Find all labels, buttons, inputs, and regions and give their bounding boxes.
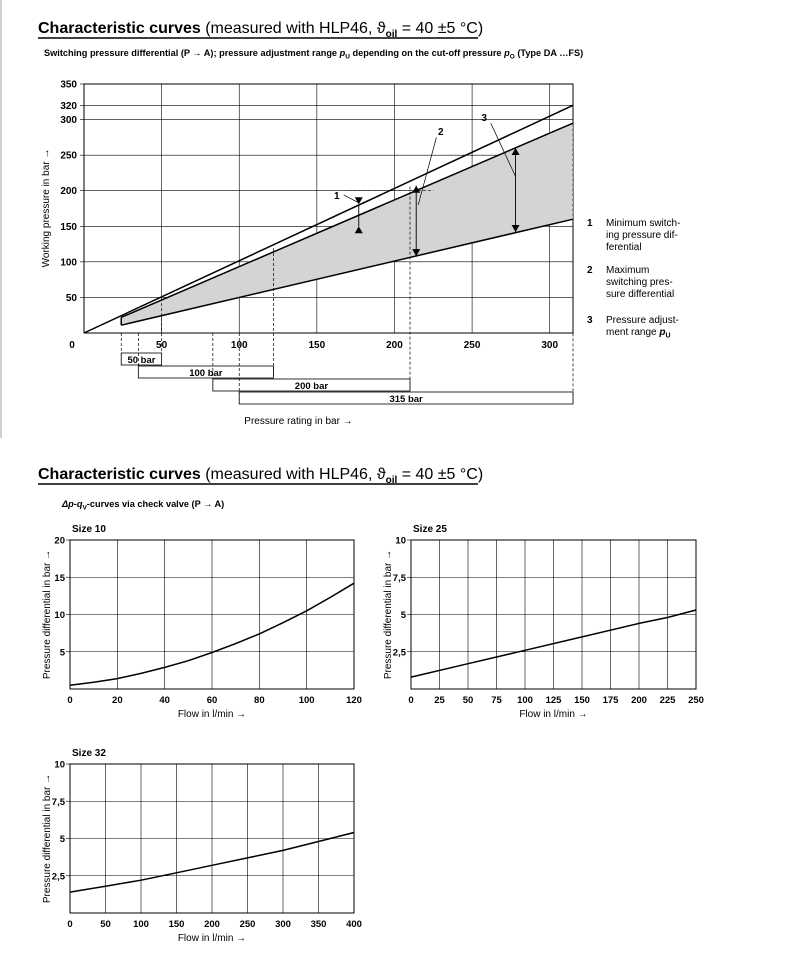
main-xtick-label: 300 <box>541 340 559 351</box>
main-ytick-label: 50 <box>65 292 77 304</box>
chart-size32-xtick-label: 100 <box>133 919 149 930</box>
chart-size25-ytick-label: 7,5 <box>392 572 406 584</box>
chart-size10-xtick-label: 120 <box>346 695 362 706</box>
subtitle-part: depending on the cut-off pressure <box>349 48 505 58</box>
subtitle-part: (Type DA …FS) <box>514 48 584 58</box>
heading-section1-bold: Characteristic curves <box>38 20 201 37</box>
chart-size32-xtick-label: 150 <box>168 919 185 930</box>
chart-size25-xtick-label: 50 <box>462 695 474 706</box>
legend-text-part: ment range <box>606 327 660 338</box>
subtitle-pu-sub: U <box>345 53 350 61</box>
chart-size32-xtick-label: 50 <box>100 919 111 930</box>
main-xlabel: Pressure rating in bar → <box>244 416 353 427</box>
heading-section2-bold: Characteristic curves <box>38 466 201 483</box>
main-xtick-label: 150 <box>308 340 326 351</box>
main-ytick-label: 200 <box>60 186 77 198</box>
main-ytick-label: 320 <box>60 100 77 112</box>
main-xtick-label: 250 <box>463 340 481 351</box>
chart-size10-xtick-label: 60 <box>206 695 218 706</box>
chart-size25-ytick-label: 10 <box>395 535 406 547</box>
chart-size32-ytick-label: 10 <box>54 759 65 771</box>
chart-size25-xtick-label: 200 <box>631 695 647 706</box>
chart-size25-xtick-label: 250 <box>688 695 704 706</box>
chart-size25-ytick-label: 2,5 <box>392 647 406 659</box>
chart-size32-xtick-label: 400 <box>346 919 362 930</box>
main-ytick-label: 350 <box>60 79 77 91</box>
legend-text-line <box>606 327 671 340</box>
chart-size32-ytick-label: 7,5 <box>51 796 65 808</box>
main-ytick-label: 100 <box>60 257 77 269</box>
main-ytick-label: 150 <box>60 221 77 233</box>
chart-size32-xtick-label: 200 <box>204 919 220 930</box>
main-xtick-label: 100 <box>230 340 248 351</box>
heading-section2-sub: oil <box>385 475 398 486</box>
chart-size10-xtick-label: 20 <box>112 695 123 706</box>
subtitle-end: -curves via check valve (P → A) <box>86 499 225 509</box>
heading-section2 <box>38 466 483 486</box>
chart-size32-xtick-label: 350 <box>310 919 327 930</box>
heading-section1-rest: (measured with HLP46, ϑ <box>200 20 386 37</box>
subtitle-po: p <box>504 48 510 58</box>
chart-size25-xtick-label: 175 <box>602 695 619 706</box>
main-rating-label: 315 bar <box>389 394 423 405</box>
heading-section1-sub: oil <box>385 29 398 40</box>
main-rating-label: 50 bar <box>127 355 156 366</box>
chart-size10-title: Size 10 <box>72 524 106 535</box>
chart-size25-ytick-label: 5 <box>400 610 406 621</box>
chart-size32-xtick-label: 300 <box>275 919 291 930</box>
callout-3-number: 3 <box>481 112 487 124</box>
chart-size25-xlabel: Flow in l/min → <box>519 709 588 720</box>
heading-section2-rest: (measured with HLP46, ϑ <box>200 466 386 483</box>
chart-size25-xtick-label: 0 <box>408 695 414 706</box>
legend-text-line: sure differential <box>606 289 675 300</box>
main-rating-label: 100 bar <box>189 368 223 379</box>
chart-size25-xtick-label: 25 <box>434 695 445 706</box>
chart-size25-xtick-label: 225 <box>659 695 676 706</box>
subtitle-delta: Δp-q <box>62 499 83 509</box>
chart-size32-ylabel: Pressure differential in bar → <box>42 773 53 904</box>
chart-size32-ytick-label: 5 <box>59 834 65 845</box>
chart-size25-xtick-label: 150 <box>574 695 590 706</box>
chart-size32-xtick-label: 250 <box>239 919 256 930</box>
subtitle-section1 <box>44 48 583 61</box>
chart-size25-xtick-label: 75 <box>491 695 502 706</box>
chart-size25-xtick-label: 100 <box>517 695 533 706</box>
chart-size10-ylabel: Pressure differential in bar → <box>42 549 53 680</box>
main-ylabel: Working pressure in bar → <box>41 148 52 268</box>
chart-size10-xtick-label: 40 <box>159 695 170 706</box>
main-ytick-label: 300 <box>60 115 77 127</box>
chart-size32-title: Size 32 <box>72 748 106 759</box>
main-xtick-label: 200 <box>386 340 403 351</box>
legend-pu-sub: U <box>665 332 671 340</box>
chart-size10-ytick-label: 10 <box>54 610 65 621</box>
chart-size32-xtick-label: 0 <box>67 919 73 930</box>
chart-size10 <box>42 524 362 720</box>
chart-size32-ytick-label: 2,5 <box>51 871 65 883</box>
main-shaded-adjustment-range <box>121 123 573 325</box>
main-xtick-label: 50 <box>156 340 168 351</box>
chart-size32 <box>42 748 362 944</box>
legend-text-line: ing pressure dif- <box>606 230 678 241</box>
chart-size10-xtick-label: 80 <box>254 695 265 706</box>
chart-size25 <box>383 524 704 720</box>
subtitle-part: Switching pressure differential (P → A); pressure adjustment range <box>44 48 340 58</box>
main-xtick-label: 0 <box>69 340 75 351</box>
subtitle-po-sub: O <box>509 53 515 61</box>
legend-text-line: ferential <box>606 242 642 253</box>
heading-section1 <box>38 20 483 40</box>
legend-text-line: switching pres- <box>606 277 673 288</box>
heading-section1-end: = 40 ±5 °C) <box>397 20 484 37</box>
subtitle-section2 <box>61 499 224 512</box>
chart-size10-xtick-label: 100 <box>298 695 315 706</box>
main-ytick-label: 250 <box>60 150 77 162</box>
legend-text-line: Minimum switch- <box>606 218 681 229</box>
legend-number-1: 1 <box>587 218 593 229</box>
callout-2-number: 2 <box>437 127 444 139</box>
legend-number-3: 3 <box>587 315 593 326</box>
main-rating-label: 200 bar <box>294 381 329 392</box>
chart-size32-xlabel: Flow in l/min → <box>177 933 247 944</box>
chart-size25-ylabel: Pressure differential in bar → <box>383 549 394 680</box>
chart-size10-ytick-label: 20 <box>54 535 65 547</box>
legend-pu: p <box>659 327 666 338</box>
chart-size10-ytick-label: 15 <box>54 572 65 584</box>
legend-text-line: Pressure adjust- <box>606 315 679 326</box>
legend-number-2: 2 <box>587 265 593 276</box>
chart-size25-title: Size 25 <box>413 524 447 535</box>
chart-size25-xtick-label: 125 <box>545 695 562 706</box>
chart-size10-xtick-label: 0 <box>67 695 73 706</box>
subtitle-pu: p <box>339 48 346 58</box>
heading-section2-end: = 40 ±5 °C) <box>397 466 484 483</box>
legend-text-line: Maximum <box>606 265 650 276</box>
chart-size10-xlabel: Flow in l/min → <box>177 709 247 720</box>
main-chart <box>41 80 573 428</box>
legend <box>587 218 680 340</box>
subtitle-sub: V <box>82 504 87 512</box>
callout-1-number: 1 <box>333 190 340 202</box>
chart-size10-ytick-label: 5 <box>59 647 65 659</box>
